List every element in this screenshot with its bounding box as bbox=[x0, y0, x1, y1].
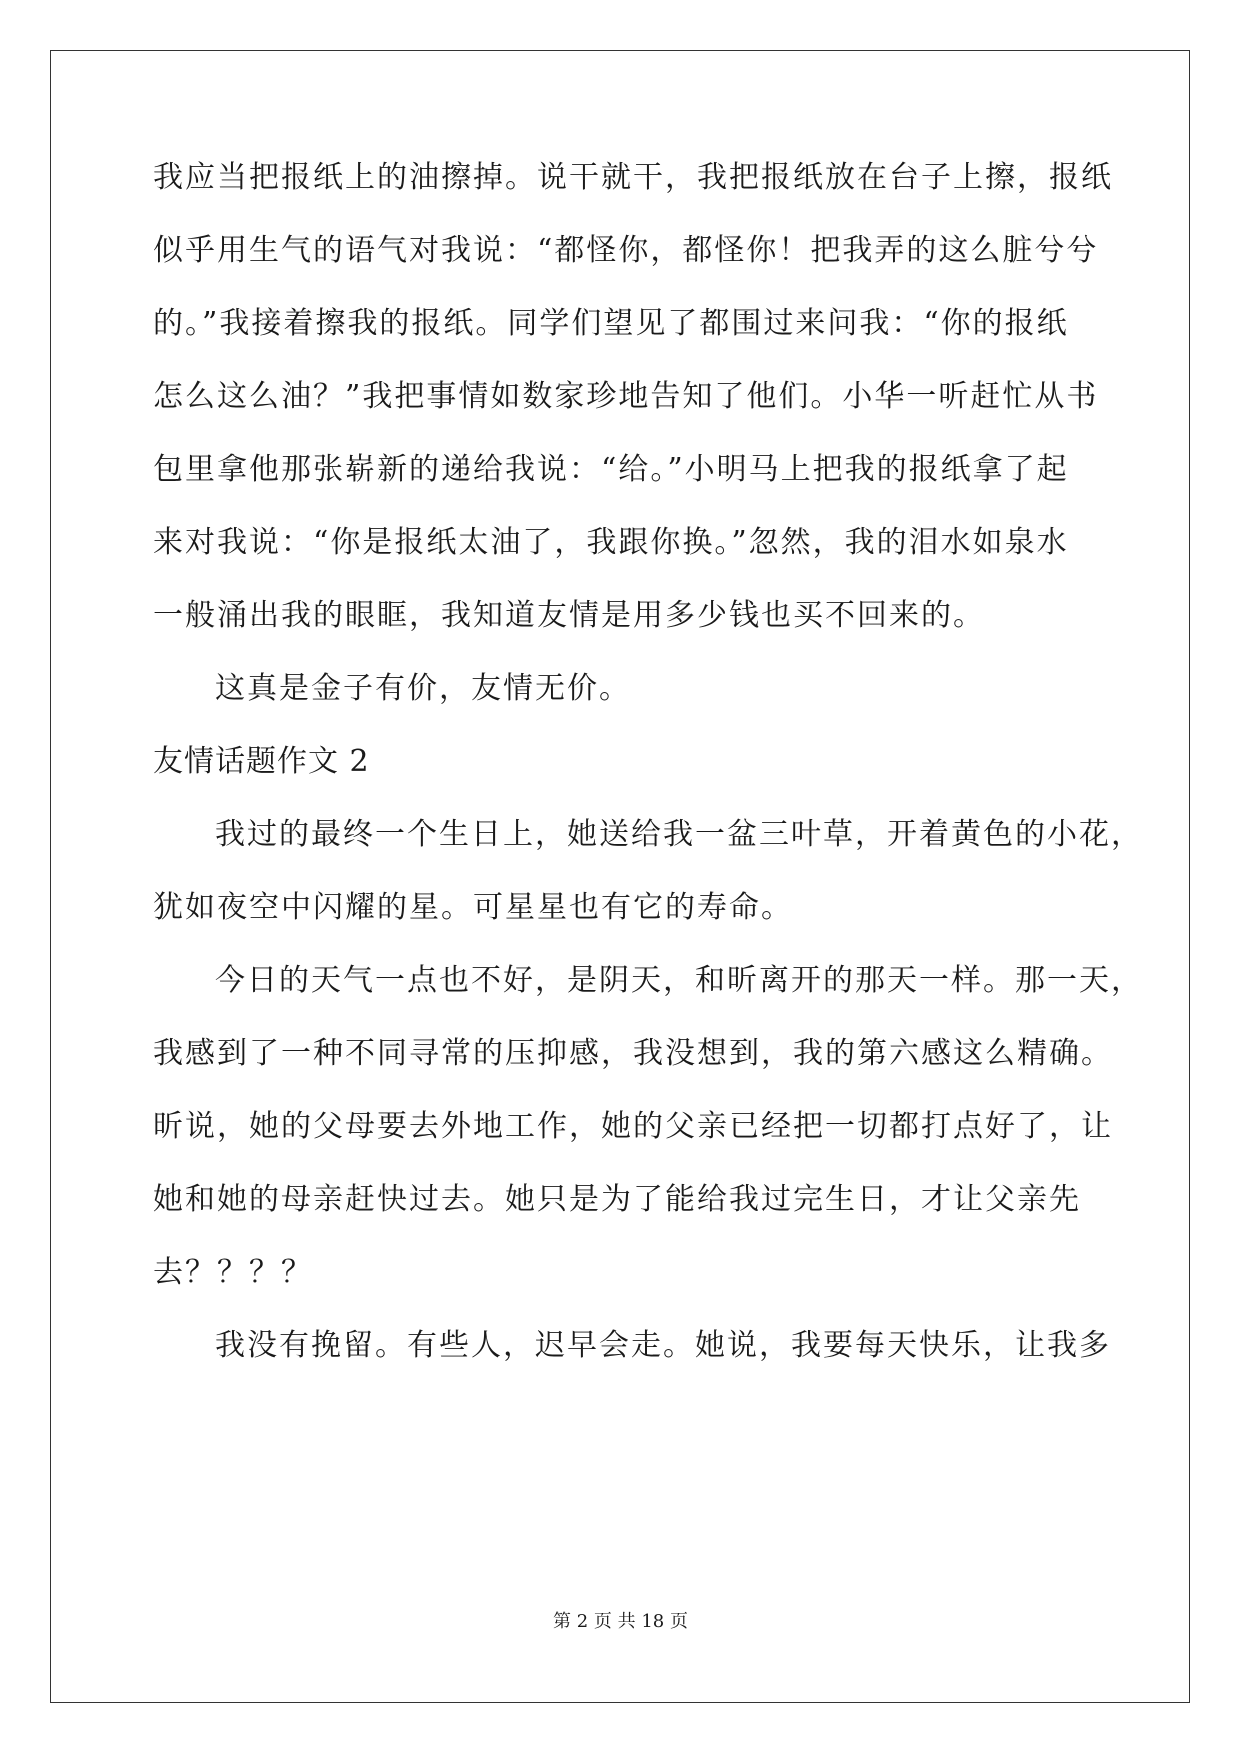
text-line: 这真是金子有价，友情无价。 bbox=[215, 671, 631, 706]
text-line: 去？？？？ bbox=[153, 1255, 313, 1290]
text-line: 我没有挽留。有些人，迟早会走。她说，我要每天快乐，让我多 bbox=[215, 1328, 1111, 1363]
page-border bbox=[50, 50, 1190, 1703]
text-line: 她和她的母亲赶快过去。她只是为了能给我过完生日，才让父亲先 bbox=[153, 1182, 1081, 1217]
text-line: 今日的天气一点也不好，是阴天，和昕离开的那天一样。那一天， bbox=[215, 963, 1143, 998]
text-line: 一般涌出我的眼眶，我知道友情是用多少钱也买不回来的。 bbox=[153, 598, 985, 633]
text-line: 的。”我接着擦我的报纸。同学们望见了都围过来问我：“你的报纸 bbox=[153, 306, 1069, 341]
section-heading: 友情话题作文 2 bbox=[153, 744, 370, 779]
text-line: 犹如夜空中闪耀的星。可星星也有它的寿命。 bbox=[153, 890, 793, 925]
text-line: 昕说，她的父母要去外地工作，她的父亲已经把一切都打点好了，让 bbox=[153, 1109, 1113, 1144]
text-line: 包里拿他那张崭新的递给我说：“给。”小明马上把我的报纸拿了起 bbox=[153, 452, 1069, 487]
page-number-footer: 第 2 页 共 18 页 bbox=[553, 1611, 688, 1632]
text-line: 我应当把报纸上的油擦掉。说干就干，我把报纸放在台子上擦，报纸 bbox=[153, 160, 1113, 195]
text-line: 怎么这么油？”我把事情如数家珍地告知了他们。小华一听赶忙从书 bbox=[153, 379, 1099, 414]
text-line: 似乎用生气的语气对我说：“都怪你，都怪你！把我弄的这么脏兮兮 bbox=[153, 233, 1099, 268]
text-line: 我感到了一种不同寻常的压抑感，我没想到，我的第六感这么精确。 bbox=[153, 1036, 1113, 1071]
text-line: 我过的最终一个生日上，她送给我一盆三叶草，开着黄色的小花， bbox=[215, 817, 1143, 852]
text-line: 来对我说：“你是报纸太油了，我跟你换。”忽然，我的泪水如泉水 bbox=[153, 525, 1069, 560]
